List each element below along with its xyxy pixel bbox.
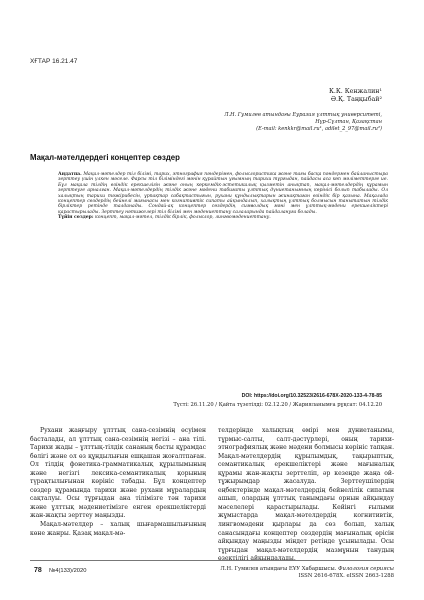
affiliation-city: Нұр-Сұлтан, Қазақстан (315, 119, 382, 126)
body-paragraph: телдерінде халықтың өмірі мен дүниетанымы, тұрмыс-салты, салт-дәстүрлері, оның тарихи-этнографиялық және мәдени болмысы көрініс тапқан. Мақал-мәтелдердің құрылымдық, тақырыптық, семантикалық ерекшеліктері және мағыналық құрамы жан-жақты зерттеліп, әр кезеңде жаңа ой-тұжырымдар жасалуда. Зерттеушілердің еңбектерінде мақал-мәтелдердің бейнелілік сипатын ашып, олардың ұлттық танымдағы орнын айқындау мәселелері қарастырылады. Кейінгі ғылыми жұмыстарда мақал-мәтелдердің когнитивтік, лингвомәдени қырлары да сөз болып, халық санасындағы концептер сөздердің мағыналық өрісін айқындау маңызды міндет ретінде ұсынылады. Осы тұрғыдан мақал-мәтелдердің мазмұнын танудың өзектілігі айқындалады. (218, 427, 394, 563)
doi-link[interactable]: DOI: https://doi.org/10.32523/2616-678X-2020-133-4-78-85 (241, 393, 382, 399)
keywords-label: Түйін сөздер: (58, 215, 94, 221)
article-title: Мақал-мәтелдердегі концептер сөздер (30, 153, 180, 162)
page-number: 78 (34, 567, 42, 574)
submission-dates: Түсті: 26.11.20 / Қайта түзетілді: 02.12.20 / Жарияланымға рұқсат: 04.12.20 (173, 402, 382, 408)
author-1: К.К. Кенжалин¹ (328, 88, 382, 95)
abstract-label: Аңдатпа. (58, 172, 82, 177)
abstract-block (58, 172, 388, 221)
author-2: Ә.Қ. Таңқыбай² (330, 96, 382, 104)
abstract-text: Мақал-мәтелдер тіл білімі, тарих, этнография пәндерімен, фольклористика және тағы басқа пәндермен байланыстыра зерттеу үшін үлкен мәселе. Фарсы тіл біліміндегі мәнін құрайтын ұғымның тарихи тұрғыдан, пайдасы аса көп мәліметтерге ие. Бұл мақала тілдің өзіндік ерекшелігін және оның көркемдік-эстетикалық қызметін анықтап, мақал-мәтелдердің құрамын зерттеуге арналған. Мақал-мәтелдердің тілдік және мәдени табиғаты ұлттық дүниетанымның көрінісі болып табылады. Ол халықтың тарихи тәжірибесін, ұрпақтар сабақтастығын, рухани құндылықтарын жинақтаған өзіндік бір қазына. Мақалада концептер сөздердің бейнелі мағынасы мен когнитивтік сипаты айқындалып, халықтың ұлттық болмысын танытатын тілдік бірліктер ретінде талданады. Сондай-ақ концептер сөздердің символдық мәні мен ұлттық-мәдени ерекшеліктері қарастырылады. Зерттеу нәтижелері тіл білімі мен мәдениеттану салаларында пайдалануға болады. (58, 172, 388, 215)
affiliation (224, 112, 382, 134)
issue-number: №4(133)/2020 (49, 568, 87, 574)
journal-issn: ISSN 2616-678X. eISSN 2663-1288 (298, 573, 394, 580)
author-list (329, 88, 382, 104)
body-column-left (30, 427, 206, 538)
footer-divider (30, 560, 394, 561)
irsti-code: ХҒТАР 16.21.47 (30, 58, 78, 65)
keywords-text: концепт, мақал-мәтел, тілдік бірлік, фольклор, лингвомәдениеттану. (94, 215, 271, 221)
affiliation-university: Л.Н. Гумилев атындағы Еуразия ұлттық университеті, (224, 112, 382, 118)
body-column-right (218, 427, 394, 564)
body-paragraph: Рухани жаңғыру ұлттық сана-сезімнің өсуімен басталады, ал ұлттық сана-сезімнің негізі – ана тілі. Тарихи жады – ұлттық-тілдік сананың басты құрамдас бөлігі және ол өз құндылығын ешқашан жоғалтпаған. Ол тілдің фонетика-грамматикалық құрылымының және негізгі лексика-семантикалық қорының түрақтылығынан көрініс табады. Бұл концептер сөздер құрамында тарихи және рухани мұралардың сақталуы. Осы тұрғыдан ана тілімізге тән тарихи және ұлттық мәдениетімізге енген ерекшеліктерді жан-жақты зерттеу маңызды. (30, 427, 206, 520)
affiliation-email: (E-mail: kenkkr@mail.ru¹, adilet_2_97@mail.ru²) (256, 126, 382, 133)
journal-series: Филология сериясы (338, 566, 394, 572)
body-paragraph: Мақал-мәтелдер – халық шығармашылығының көне жанры. Қазақ мақал-мә- (30, 521, 206, 537)
journal-name: Л.Н. Гумилев атындағы ЕҰУ Хабаршысы. (220, 566, 339, 572)
journal-info (220, 566, 394, 580)
